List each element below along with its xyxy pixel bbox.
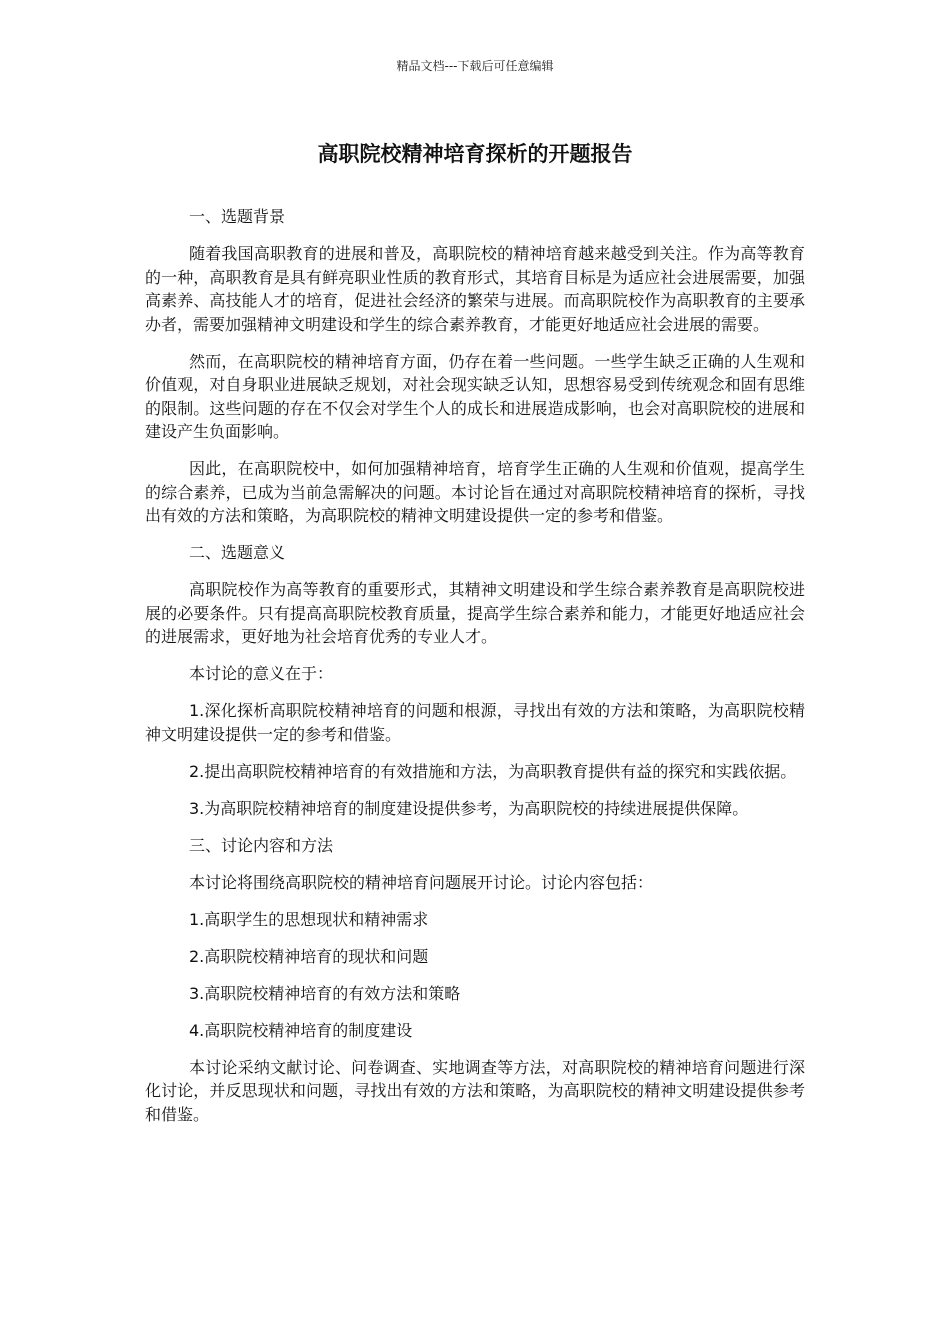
paragraph: 本讨论的意义在于： xyxy=(189,664,334,683)
list-item: 1.深化探析高职院校精神培育的问题和根源，寻找出有效的方法和策略，为高职院校精神文明建设提供一定的参考和借鉴。 xyxy=(145,701,805,744)
list-item: 3.高职院校精神培育的有效方法和策略 xyxy=(189,983,461,1003)
paragraph: 随着我国高职教育的进展和普及，高职院校的精神培育越来越受到关注。作为高等教育的一种，高职教育是具有鲜亮职业性质的教育形式，其培育目标是为适应社会进展需要，加强高素养、高技能人才的培育，促进社会经济的繁荣与进展。而高职院校作为高职教育的主要承办者，需要加强精神文明建设和学生的综合素养教育，才能更好地适应社会进展的需要。 xyxy=(145,244,805,334)
list-item: 3.为高职院校精神培育的制度建设提供参考，为高职院校的持续进展提供保障。 xyxy=(189,798,749,818)
paragraph: 本讨论将围绕高职院校的精神培育问题展开讨论。讨论内容包括： xyxy=(189,872,654,892)
paragraph: 本讨论采纳文献讨论、问卷调查、实地调查等方法，对高职院校的精神培育问题进行深化讨论，并反思现状和问题，寻找出有效的方法和策略，为高职院校的精神文明建设提供参考和借鉴。 xyxy=(145,1057,805,1124)
page-header: 精品文档---下载后可任意编辑 xyxy=(396,59,554,73)
list-item: 2.高职院校精神培育的现状和问题 xyxy=(189,946,429,966)
list-item: 1.高职学生的思想现状和精神需求 xyxy=(189,909,429,929)
section-heading-content-methods: 三、讨论内容和方法 xyxy=(189,835,334,855)
document-title: 高职院校精神培育探析的开题报告 xyxy=(317,142,633,166)
section-heading-significance: 二、选题意义 xyxy=(189,543,286,562)
list-item: 2.提出高职院校精神培育的有效措施和方法，为高职教育提供有益的探究和实践依据。 xyxy=(189,761,797,781)
paragraph: 然而，在高职院校的精神培育方面，仍存在着一些问题。一些学生缺乏正确的人生观和价值观，对自身职业进展缺乏规划，对社会现实缺乏认知，思想容易受到传统观念和固有思维的限制。这些问题的存在不仅会对学生个人的成长和进展造成影响，也会对高职院校的进展和建设产生负面影响。 xyxy=(145,351,805,441)
document-body xyxy=(145,205,805,1140)
section-heading-background: 一、选题背景 xyxy=(189,207,286,226)
paragraph: 高职院校作为高等教育的重要形式，其精神文明建设和学生综合素养教育是高职院校进展的必要条件。只有提高高职院校教育质量，提高学生综合素养和能力，才能更好地适应社会的进展需求，更好地为社会培育优秀的专业人才。 xyxy=(145,580,805,646)
paragraph: 因此，在高职院校中，如何加强精神培育，培育学生正确的人生观和价值观，提高学生的综合素养，已成为当前急需解决的问题。本讨论旨在通过对高职院校精神培育的探析，寻找出有效的方法和策略，为高职院校的精神文明建设提供一定的参考和借鉴。 xyxy=(145,459,805,525)
list-item: 4.高职院校精神培育的制度建设 xyxy=(189,1020,413,1040)
